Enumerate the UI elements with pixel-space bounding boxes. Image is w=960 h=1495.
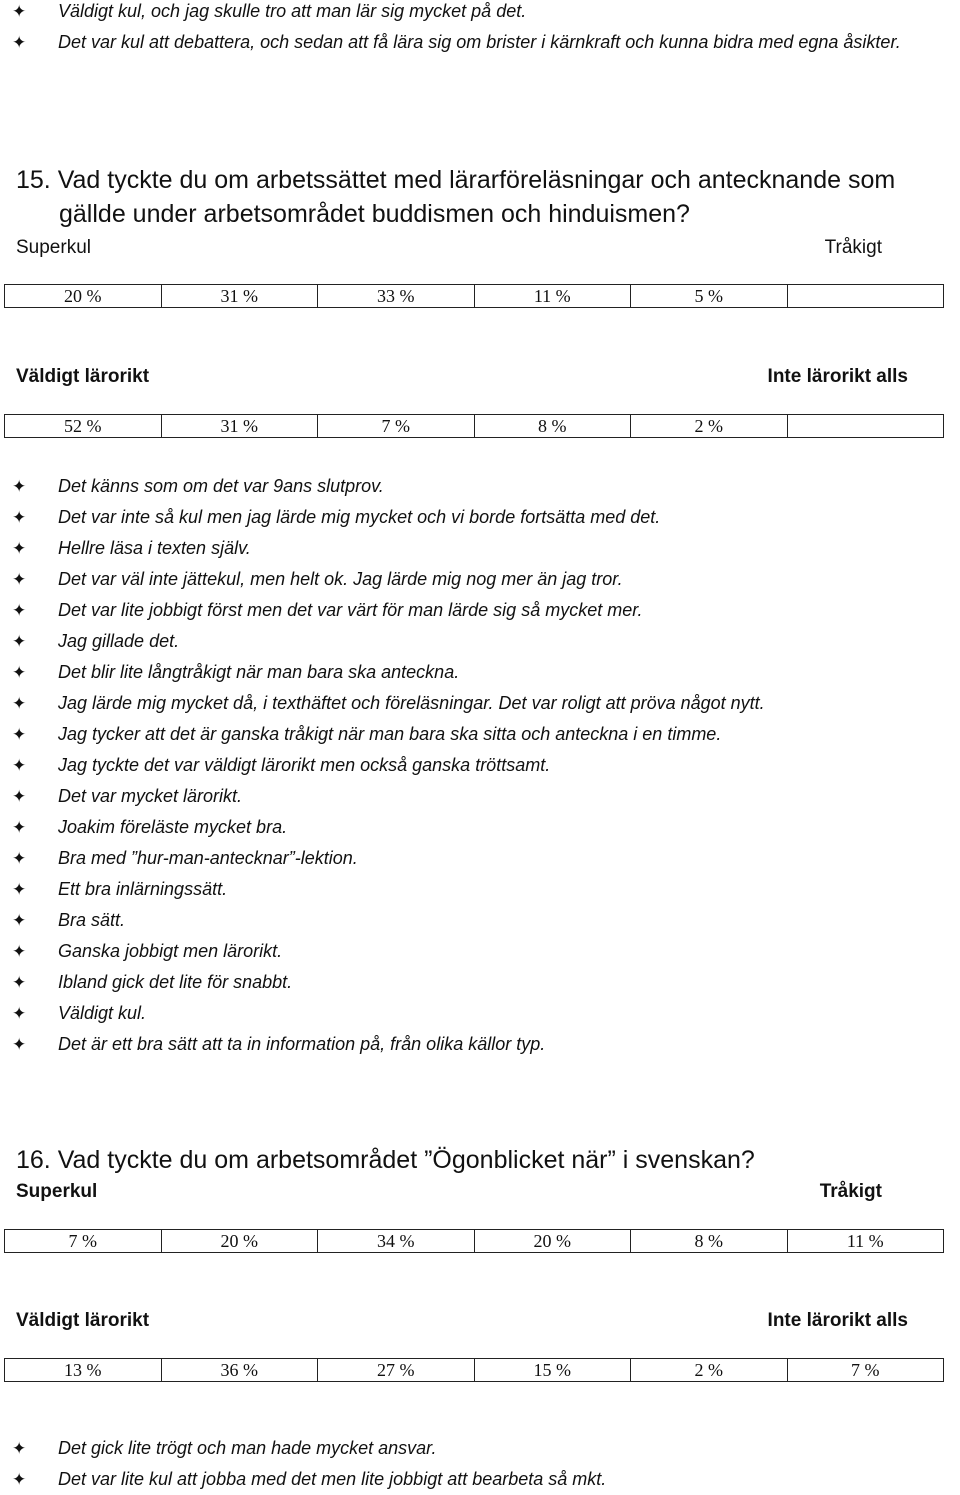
comment-item [0,626,765,657]
comment-item [0,936,765,967]
star-bullet-icon: ✦ [12,1004,27,1023]
comment-text: Det var mycket lärorikt. [58,786,243,806]
comment-item [0,750,765,781]
star-bullet-icon: ✦ [12,1470,27,1489]
scale-right-label: Tråkigt [824,237,882,258]
star-bullet-icon: ✦ [12,2,27,21]
scale-cell: 15 % [474,1359,631,1382]
question-15-comments-list [0,471,765,1060]
comment-item [0,1029,765,1060]
comment-text: Hellre läsa i texten själv. [58,538,251,558]
scale-cell: 33 % [318,285,475,308]
comment-item [0,533,765,564]
question-15-title [16,163,895,231]
comment-item [0,719,765,750]
scale-cell: 8 % [631,1230,788,1253]
scale-cell: 36 % [161,1359,318,1382]
scale-cell: 31 % [161,415,318,438]
scale-cell: 8 % [474,415,631,438]
scale-cell: 20 % [474,1230,631,1253]
comment-item [0,905,765,936]
scale-cell: 20 % [5,285,162,308]
comment-item [0,688,765,719]
scale-cell: 31 % [161,285,318,308]
comment-item [0,812,765,843]
star-bullet-icon: ✦ [12,725,27,744]
star-bullet-icon: ✦ [12,911,27,930]
comment-item [0,874,765,905]
scale-cell: 5 % [631,285,788,308]
star-bullet-icon: ✦ [12,849,27,868]
scale-cell: 7 % [5,1230,162,1253]
comment-text: Det var inte så kul men jag lärde mig mycket och vi borde fortsätta med det. [58,507,661,527]
comment-item [0,657,765,688]
comment-text: Det var lite jobbigt först men det var värt för man lärde sig så mycket mer. [58,600,643,620]
star-bullet-icon: ✦ [12,942,27,961]
scale-cell: 7 % [787,1359,944,1382]
question-15-title-line1: 15. Vad tyckte du om arbetssättet med lärarföreläsningar och antecknande som [16,166,896,194]
comment-text: Väldigt kul. [58,1003,147,1023]
comment-text: Det var lite kul att jobba med det men lite jobbigt att bearbeta så mkt. [58,1469,607,1489]
question-16-fun-scale [4,1229,944,1253]
question-15-learning-scale [4,414,944,438]
star-bullet-icon: ✦ [12,570,27,589]
comment-item [0,27,938,58]
star-bullet-icon: ✦ [12,663,27,682]
scale-cell: 2 % [631,1359,788,1382]
scale-cell: 13 % [5,1359,162,1382]
scale-cell: 34 % [318,1230,475,1253]
comment-item [0,0,938,27]
comment-item [0,502,765,533]
comment-item [0,967,765,998]
comment-item [0,471,765,502]
comment-item [0,843,765,874]
previous-comments-list [0,0,938,58]
star-bullet-icon: ✦ [12,694,27,713]
star-bullet-icon: ✦ [12,1439,27,1458]
star-bullet-icon: ✦ [12,477,27,496]
star-bullet-icon: ✦ [12,1035,27,1054]
comment-text: Det blir lite långtråkigt när man bara ska anteckna. [58,662,460,682]
comment-text: Det är ett bra sätt att ta in information på, från olika källor typ. [58,1034,546,1054]
star-bullet-icon: ✦ [12,539,27,558]
scale-cell: 52 % [5,415,162,438]
scale-right-label: Inte lärorikt alls [767,1310,908,1331]
comment-text: Ganska jobbigt men lärorikt. [58,941,283,961]
comment-item [0,1433,606,1464]
comment-text: Det gick lite trögt och man hade mycket ansvar. [58,1438,437,1458]
star-bullet-icon: ✦ [12,880,27,899]
comment-text: Jag tycker att det är ganska tråkigt när man bara ska sitta och anteckna i en timme. [58,724,722,744]
comment-text: Joakim föreläste mycket bra. [58,817,288,837]
scale-cell [787,415,944,438]
comment-text: Jag gillade det. [58,631,180,651]
comment-item [0,564,765,595]
star-bullet-icon: ✦ [12,973,27,992]
comment-item [0,781,765,812]
scale-cell: 20 % [161,1230,318,1253]
star-bullet-icon: ✦ [12,601,27,620]
comment-text: Jag tyckte det var väldigt lärorikt men också ganska tröttsamt. [58,755,551,775]
star-bullet-icon: ✦ [12,33,27,52]
scale-right-label: Inte lärorikt alls [767,366,908,387]
star-bullet-icon: ✦ [12,818,27,837]
comment-text: Det var kul att debattera, och sedan att få lära sig om brister i kärnkraft och kunna bidra med egna åsikter. [58,32,901,52]
comment-item [0,998,765,1029]
comment-text: Ibland gick det lite för snabbt. [58,972,293,992]
question-16-comments-list [0,1433,606,1495]
question-15-title-line2: gällde under arbetsområdet buddismen och hinduismen? [59,200,690,228]
question-16-learning-scale [4,1358,944,1382]
scale-cell: 2 % [631,415,788,438]
question-16-title: 16. Vad tyckte du om arbetsområdet ”Ögonblicket när” i svenskan? [16,1146,755,1174]
comment-text: Ett bra inlärningssätt. [58,879,228,899]
question-15-fun-scale [4,284,944,308]
scale-left-label: Väldigt lärorikt [16,1310,150,1331]
scale-left-label: Superkul [16,1181,98,1202]
star-bullet-icon: ✦ [12,508,27,527]
scale-right-label: Tråkigt [819,1181,882,1202]
comment-text: Det var väl inte jättekul, men helt ok. Jag lärde mig nog mer än jag tror. [58,569,623,589]
scale-left-label: Väldigt lärorikt [16,366,150,387]
comment-text: Väldigt kul, och jag skulle tro att man lär sig mycket på det. [58,1,527,21]
comment-item [0,595,765,626]
comment-text: Bra sätt. [58,910,126,930]
comment-text: Det känns som om det var 9ans slutprov. [58,476,384,496]
star-bullet-icon: ✦ [12,787,27,806]
scale-cell: 7 % [318,415,475,438]
scale-cell [787,285,944,308]
comment-text: Jag lärde mig mycket då, i texthäftet och föreläsningar. Det var roligt att pröva något nytt. [58,693,765,713]
scale-cell: 11 % [474,285,631,308]
scale-left-label: Superkul [16,237,91,258]
scale-cell: 27 % [318,1359,475,1382]
scale-cell: 11 % [787,1230,944,1253]
star-bullet-icon: ✦ [12,756,27,775]
comment-item [0,1464,606,1495]
comment-text: Bra med ”hur-man-antecknar”-lektion. [58,848,358,868]
star-bullet-icon: ✦ [12,632,27,651]
